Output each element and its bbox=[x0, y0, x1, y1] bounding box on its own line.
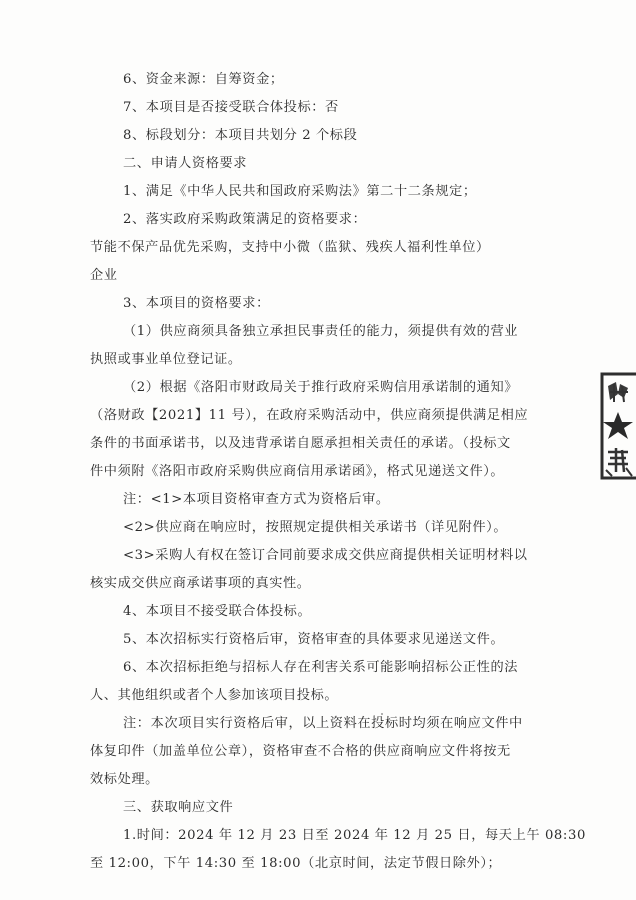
note-line: 核实成交供应商承诺事项的真实性。 bbox=[90, 576, 311, 591]
text-line: 件中须附《洛阳市政府采购供应商信用承诺函》，格式见递送文件）。 bbox=[90, 464, 505, 479]
text-line: （洛财政【2021】11 号），在政府采购活动中，供应商须提供满足相应 bbox=[90, 408, 529, 423]
text-line: 节能不保产品优先采购，支持中小微（监狱、残疾人福利性单位） bbox=[90, 240, 490, 255]
text-line: 4、本项目不接受联合体投标。 bbox=[123, 604, 312, 619]
text-line: （1）供应商须具备独立承担民事责任的能力，须提供有效的营业 bbox=[123, 324, 519, 339]
text-line: 1、满足《中华人民共和国政府采购法》第二十二条规定； bbox=[123, 184, 477, 199]
text-line: 执照或事业单位登记证。 bbox=[90, 352, 242, 367]
text-line: 至 12:00，下午 14:30 至 18:00（北京时间，法定节假日除外）； bbox=[90, 856, 502, 871]
text-line: 2、落实政府采购政策满足的资格要求： bbox=[123, 212, 367, 227]
text-line: 8、标段划分：本项目共划分 2 个标段 bbox=[123, 128, 358, 143]
note-line: <3>采购人有权在签订合同前要求成交供应商提供相关证明材料以 bbox=[123, 548, 528, 563]
note-line: 注：本次项目实行资格后审，以上资料在投标时均须在响应文件中 bbox=[123, 716, 523, 731]
scan-speck bbox=[381, 713, 383, 715]
note-line: <2>供应商在响应时，按照规定提供相关承诺书（详见附件）。 bbox=[123, 520, 508, 535]
partial-seal-stamp bbox=[598, 372, 636, 482]
text-line: 1.时间：2024 年 12 月 23 日至 2024 年 12 月 25 日，每天上午 08:30 bbox=[123, 828, 586, 843]
text-line: 5、本次招标实行资格后审，资格审查的具体要求见递送文件。 bbox=[123, 632, 505, 647]
text-line: 6、资金来源：自筹资金； bbox=[123, 72, 284, 87]
text-line: 企业 bbox=[90, 268, 118, 283]
section-heading: 二、申请人资格要求 bbox=[123, 156, 248, 171]
text-line: 3、本项目的资格要求： bbox=[123, 296, 270, 311]
text-line: 6、本次招标拒绝与招标人存在利害关系可能影响招标公正性的法 bbox=[123, 660, 519, 675]
note-line: 体复印件（加盖单位公章），资格审查不合格的供应商响应文件将按无 bbox=[90, 744, 511, 759]
text-line: 条件的书面承诺书，以及违背承诺自愿承担相关责任的承诺。（投标文 bbox=[90, 436, 511, 451]
text-line: 人、其他组织或者个人参加该项目投标。 bbox=[90, 688, 339, 703]
text-line: （2）根据《洛阳市财政局关于推行政府采购信用承诺制的通知》 bbox=[123, 380, 519, 395]
section-heading: 三、获取响应文件 bbox=[123, 800, 234, 815]
text-line: 7、本项目是否接受联合体投标：否 bbox=[123, 100, 339, 115]
note-line: 效标处理。 bbox=[90, 772, 159, 787]
note-line: 注：<1>本项目资格审查方式为资格后审。 bbox=[123, 492, 390, 507]
